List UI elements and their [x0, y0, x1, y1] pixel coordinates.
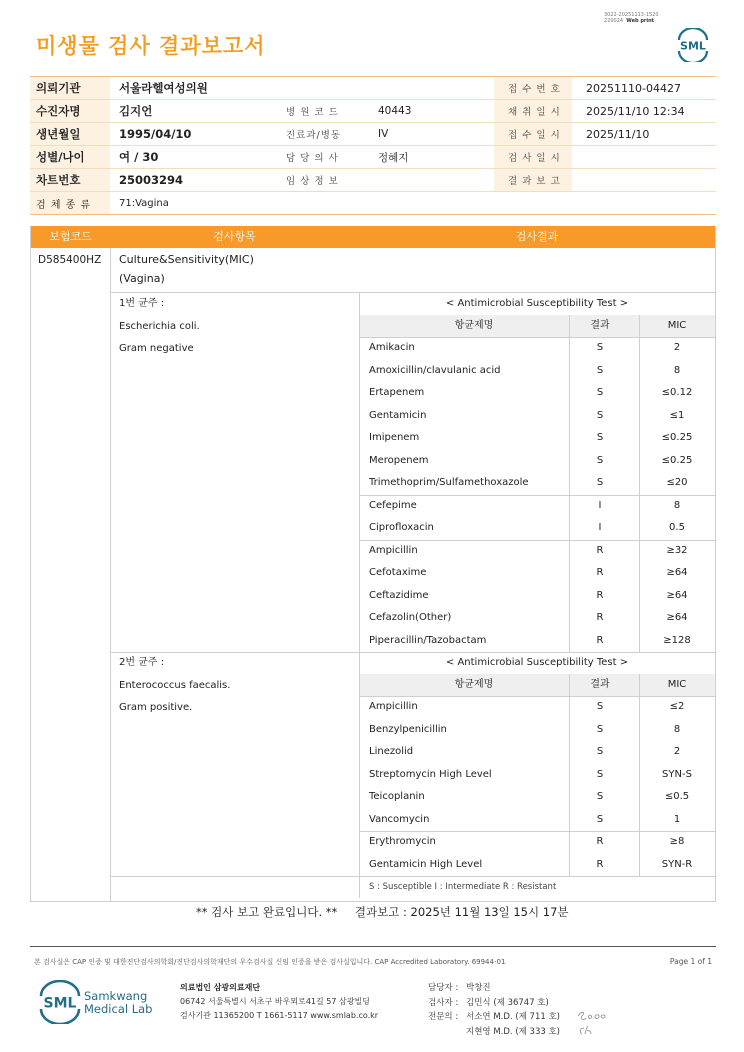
info-label: 임 상 정 보	[286, 176, 339, 187]
drug-name: Vancomycin	[369, 813, 430, 825]
staff-row	[428, 996, 560, 1011]
drug-name: Ciprofloxacin	[369, 522, 434, 533]
lab-name	[84, 990, 152, 1016]
drug-result: S	[596, 454, 604, 466]
info-value: IV	[378, 128, 389, 140]
drug-name: Ampicillin	[369, 701, 418, 712]
cert-statement: 본 검사실은 CAP 인증 및 대한진단검사의학회/진단검사의학재단의 우수검사실 신임 인증을 받은 검사실입니다. CAP Accredited Laboratory. 69944-01	[34, 958, 506, 966]
drug-row	[359, 382, 715, 405]
drug-mic: SYN-R	[661, 858, 693, 870]
samkwang-logo-text: SML	[43, 995, 77, 1012]
header-item: 검사항목	[213, 230, 256, 243]
info-value: 71:Vagina	[119, 197, 169, 209]
info-label: 결 과 보 고	[494, 169, 572, 191]
drug-result: S	[596, 746, 604, 757]
lab-name-line2: Medical Lab	[84, 1002, 153, 1016]
drug-result: S	[596, 364, 604, 376]
staff-role: 검사자 :	[428, 997, 459, 1008]
drug-result: R	[596, 589, 604, 601]
drug-name: Linezolid	[369, 746, 414, 757]
org-info	[180, 981, 378, 1023]
column-divider	[569, 674, 570, 876]
col-mic: MIC	[667, 320, 687, 331]
drug-result: S	[596, 432, 604, 443]
drug-result: S	[596, 723, 604, 735]
drug-name: Ertapenem	[369, 387, 425, 398]
drug-mic: ≥64	[666, 567, 688, 578]
info-value: 여 / 30	[119, 150, 159, 164]
organism-label: 2번 균주 :	[119, 657, 165, 668]
info-value: 정혜지	[378, 151, 409, 164]
info-label: 접 수 일 시	[494, 123, 572, 145]
drug-row	[359, 472, 715, 495]
staff-list	[428, 981, 560, 1039]
drug-name: Streptomycin High Level	[369, 768, 492, 780]
info-label: 의뢰기관	[30, 77, 110, 99]
org-address: 06742 서울특별시 서초구 바우뫼로41길 57 삼광빌딩	[180, 997, 370, 1006]
drug-result: R	[596, 634, 604, 646]
sml-logo-icon	[674, 28, 712, 62]
drug-row	[359, 741, 715, 764]
page-number: Page 1 of 1	[669, 957, 712, 966]
header-result: 검사결과	[515, 230, 559, 243]
info-row	[30, 123, 716, 146]
info-label: 수진자명	[30, 100, 110, 122]
drug-mic: ≥8	[669, 836, 685, 847]
drug-name: Gentamicin	[369, 409, 427, 421]
column-divider	[359, 876, 360, 898]
samkwang-logo-icon	[36, 980, 84, 1024]
drug-row	[359, 630, 715, 653]
result-table	[30, 226, 716, 902]
ast-title: < Antimicrobial Susceptibility Test >	[445, 298, 629, 309]
staff-row	[428, 981, 560, 996]
info-row	[30, 169, 716, 192]
info-value: 서울라헬여성의원	[119, 81, 208, 95]
drug-mic: 8	[673, 499, 681, 511]
drug-row	[359, 360, 715, 383]
drug-row	[359, 540, 715, 563]
drug-mic: 0.5	[669, 522, 685, 533]
drug-result: S	[596, 768, 604, 780]
info-row	[30, 192, 716, 215]
drug-row	[359, 607, 715, 630]
drug-row	[359, 585, 715, 608]
info-value: 40443	[378, 105, 412, 117]
footer-divider	[30, 946, 716, 947]
drug-result: S	[596, 409, 604, 421]
drug-row	[359, 337, 715, 360]
result-table-header	[31, 226, 715, 248]
info-row	[30, 146, 716, 169]
drug-name: Cefazolin(Other)	[369, 612, 452, 623]
drug-name: Ampicillin	[369, 544, 418, 556]
column-divider	[569, 315, 570, 652]
staff-name: 지현영 M.D. (제 333 호)	[466, 1026, 561, 1037]
drug-row	[359, 786, 715, 809]
drug-result: R	[596, 836, 604, 847]
staff-row	[428, 1010, 560, 1025]
info-label: 차트번호	[30, 169, 110, 191]
drug-row	[359, 696, 715, 719]
org-contact: 검사기관 11365200 T 1661-5117 www.smlab.co.kr	[180, 1011, 379, 1020]
print-id-line1: 3022-20251113-1520	[604, 12, 659, 18]
staff-row	[428, 1025, 560, 1040]
staff-role: 전문의 :	[428, 1012, 459, 1022]
drug-row	[359, 764, 715, 787]
drug-row	[359, 517, 715, 540]
column-divider	[639, 315, 640, 652]
drug-row	[359, 854, 715, 877]
organism-label: 1번 균주 :	[119, 298, 165, 309]
patient-info-grid	[30, 76, 716, 215]
complete-message: ** 검사 보고 완료입니다. **	[196, 905, 338, 919]
drug-row	[359, 495, 715, 518]
drug-name: Cefotaxime	[369, 567, 427, 578]
info-label: 담 당 의 사	[286, 153, 339, 164]
drug-name: Teicoplanin	[369, 791, 425, 802]
report-title: 미생물 검사 결과보고서	[36, 34, 266, 58]
info-label: 접 수 번 호	[494, 77, 572, 99]
drug-result: S	[596, 342, 604, 353]
drug-mic: ≥128	[663, 634, 691, 646]
drug-result: S	[596, 477, 604, 488]
lab-name-line1: Samkwang	[84, 989, 148, 1003]
drug-result: S	[596, 701, 604, 712]
drug-mic: 2	[673, 746, 681, 757]
info-value: 20251110-04427	[586, 81, 681, 95]
drug-result: R	[596, 544, 604, 556]
drug-row	[359, 809, 715, 832]
drug-name: Erythromycin	[369, 836, 436, 847]
drug-mic: ≤0.5	[664, 791, 690, 802]
org-name: 의료법인 삼광의료재단	[180, 983, 261, 992]
organism-name: Enterococcus faecalis.	[119, 679, 231, 691]
info-value: 1995/04/10	[119, 127, 192, 141]
info-label: 채 취 일 시	[494, 100, 572, 122]
completion-note	[196, 904, 583, 920]
info-label: 생년월일	[30, 123, 110, 145]
drug-mic: ≤1	[669, 409, 685, 421]
col-drug: 항균제명	[454, 320, 494, 331]
drug-row	[359, 719, 715, 742]
info-value: 25003294	[119, 173, 184, 187]
drug-result: R	[596, 612, 604, 623]
drug-mic: 8	[673, 364, 681, 376]
drug-mic: ≤0.12	[661, 387, 693, 398]
drug-name: Benzylpenicillin	[369, 723, 447, 735]
gram-stain: Gram positive.	[119, 702, 193, 713]
column-divider	[359, 293, 360, 652]
drug-row	[359, 450, 715, 473]
info-label: 성별/나이	[30, 146, 110, 168]
drug-name: Cefepime	[369, 499, 417, 511]
info-value: 2025/11/10	[586, 127, 650, 141]
drug-mic: ≥64	[666, 612, 688, 623]
drug-mic: ≥32	[666, 544, 688, 556]
info-value: 2025/11/10 12:34	[586, 104, 685, 118]
ast-title: < Antimicrobial Susceptibility Test >	[445, 657, 629, 668]
gram-stain: Gram negative	[119, 343, 194, 354]
info-row	[30, 100, 716, 123]
drug-result: S	[596, 791, 604, 802]
staff-role: 담당자 :	[428, 983, 459, 993]
report-time: 결과보고 : 2025년 11월 13일 15시 17분	[354, 905, 569, 919]
drug-result: I	[598, 499, 602, 511]
drug-mic: 1	[673, 813, 681, 825]
col-result: 결과	[590, 320, 610, 331]
ast-column-header	[359, 315, 715, 337]
drug-row	[359, 405, 715, 428]
drug-mic: ≤20	[666, 477, 688, 488]
specimen-name: (Vagina)	[119, 272, 165, 285]
test-name: Culture&Sensitivity(MIC)	[119, 253, 254, 266]
drug-mic: ≥64	[666, 589, 688, 601]
drug-name: Piperacillin/Tazobactam	[369, 634, 487, 646]
info-label: 검 사 일 시	[494, 146, 572, 168]
drug-name: Ceftazidime	[369, 589, 429, 601]
insurance-code: D585400HZ	[38, 254, 102, 266]
print-id	[604, 12, 659, 24]
drug-result: I	[598, 522, 602, 533]
info-row	[30, 77, 716, 100]
drug-name: Meropenem	[369, 454, 429, 466]
ast-column-header	[359, 674, 715, 696]
drug-name: Gentamicin High Level	[369, 858, 483, 870]
drug-mic: 2	[673, 342, 681, 353]
drug-name: Trimethoprim/Sulfamethoxazole	[369, 477, 529, 488]
drug-result: S	[596, 387, 604, 398]
col-drug: 항균제명	[454, 679, 494, 690]
info-label: 병 원 코 드	[286, 107, 339, 118]
staff-name: 서소연 M.D. (제 711 호)	[466, 1012, 561, 1022]
col-mic: MIC	[667, 679, 687, 690]
col-result: 결과	[590, 679, 610, 690]
column-divider	[639, 674, 640, 876]
drug-name: Imipenem	[369, 432, 420, 443]
drug-mic: ≤0.25	[661, 432, 693, 443]
column-divider	[359, 652, 360, 876]
row-divider	[110, 876, 715, 877]
sml-logo-text: SML	[680, 39, 706, 53]
organism-name: Escherichia coli.	[119, 320, 200, 332]
info-label: 검 체 종 류	[30, 192, 110, 214]
drug-mic: ≤0.25	[661, 454, 693, 466]
legend: S : Susceptible I : Intermediate R : Resistant	[369, 882, 557, 892]
print-id-line2: 220024	[604, 18, 624, 24]
drug-result: R	[596, 858, 604, 870]
info-label: 진료과/병동	[286, 130, 342, 141]
drug-row	[359, 831, 715, 854]
web-print-label: Web print	[626, 18, 655, 24]
drug-result: S	[596, 813, 604, 825]
drug-row	[359, 427, 715, 450]
drug-mic: SYN-S	[662, 768, 692, 780]
drug-name: Amoxicillin/clavulanic acid	[369, 364, 501, 376]
header-code: 보험코드	[49, 230, 92, 243]
drug-mic: ≤2	[669, 701, 685, 712]
drug-name: Amikacin	[369, 342, 415, 353]
drug-mic: 8	[673, 723, 681, 735]
staff-name: 김민식 (제 36747 호)	[466, 997, 549, 1008]
drug-result: R	[596, 567, 604, 578]
signature-icon	[574, 1006, 614, 1040]
info-value: 김지언	[119, 104, 153, 118]
drug-row	[359, 562, 715, 585]
staff-name: 박창진	[466, 983, 491, 993]
